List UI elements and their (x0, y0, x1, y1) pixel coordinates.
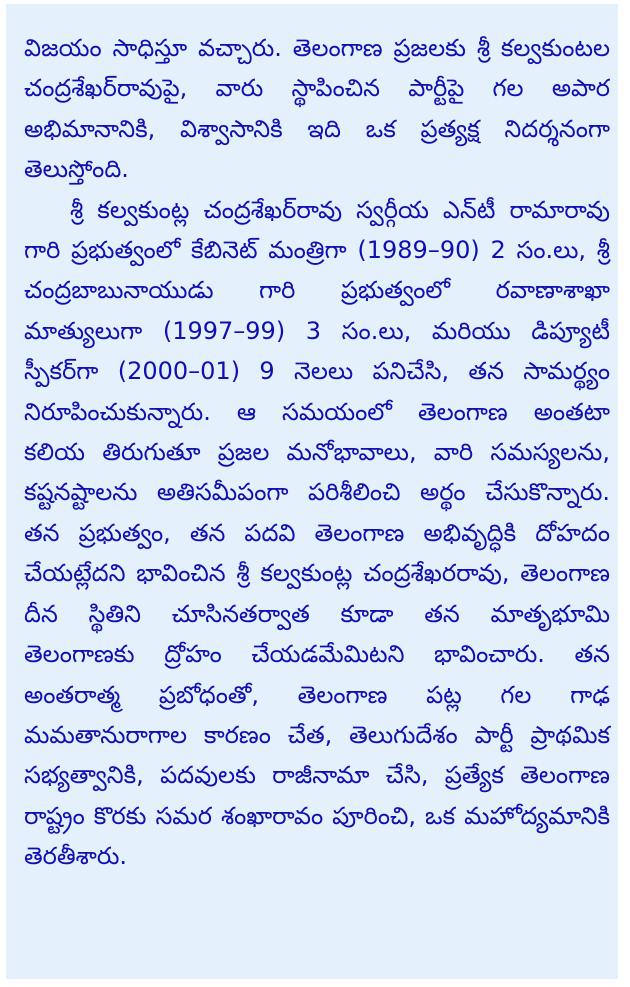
paragraph-1: విజయం సాధిస్తూ వచ్చారు. తెలంగాణ ప్రజలకు శ్రీ కల్వకుంటల చంద్రశేఖర్‌రావుపై, వారు స్థాపించిన పార్టీపై గల అపార అభిమానానికి, విశ్వాసానికి ఇది ఒక ప్రత్యక్ష నిదర్శనంగా తెలుస్తోంది. (24, 34, 610, 184)
document-page (6, 4, 618, 979)
paragraph-2: శ్రీ కల్వకుంట్ల చంద్రశేఖర్‌రావు స్వర్గీయ ఎన్‌టీ రామారావు గారి ప్రభుత్వంలో కేబినెట్ మంత్రిగా (1989–90) 2 సం.లు, శ్రీ చంద్రబాబునాయుడు గారి ప్రభుత్వంలో రవాణాశాఖా మాత్యులుగా (1997–99) 3 సం.లు, మరియు డిప్యూటీ స్పీకర్‌గా (2000–01) 9 నెలలు పనిచేసి, తన సామర్థ్యం నిరూపించుకున్నారు. ఆ సమయంలో తెలంగాణ అంతటా కలియ తిరుగుతూ ప్రజల మనోభావాలు, వారి సమస్యలను, కష్టనష్టాలను అతిసమీపంగా పరిశీలించి అర్థం చేసుకొన్నారు. తన ప్రభుత్వం, తన పదవి తెలంగాణ అభివృద్ధికి దోహదం చేయట్లేదని భావించిన శ్రీ కల్వకుంట్ల చంద్రశేఖరరావు, తెలంగాణ దీన స్థితిని చూసినతర్వాత కూడా తన మాతృభూమి తెలంగాణకు ద్రోహం చేయడమేమిటని భావించారు. తన అంతరాత్మ ప్రబోధంతో, తెలంగాణ పట్ల గల గాఢ మమతానురాగాల కారణం చేత, తెలుగుదేశం పార్టీ ప్రాథమిక సభ్యత్వానికి, పదవులకు రాజీనామా చేసి, ప్రత్యేక తెలంగాణ రాష్ట్రం కొరకు సమర శంఖారావం పూరించి, ఒక మహోద్యమానికి తెరతీశారు. (24, 195, 610, 871)
